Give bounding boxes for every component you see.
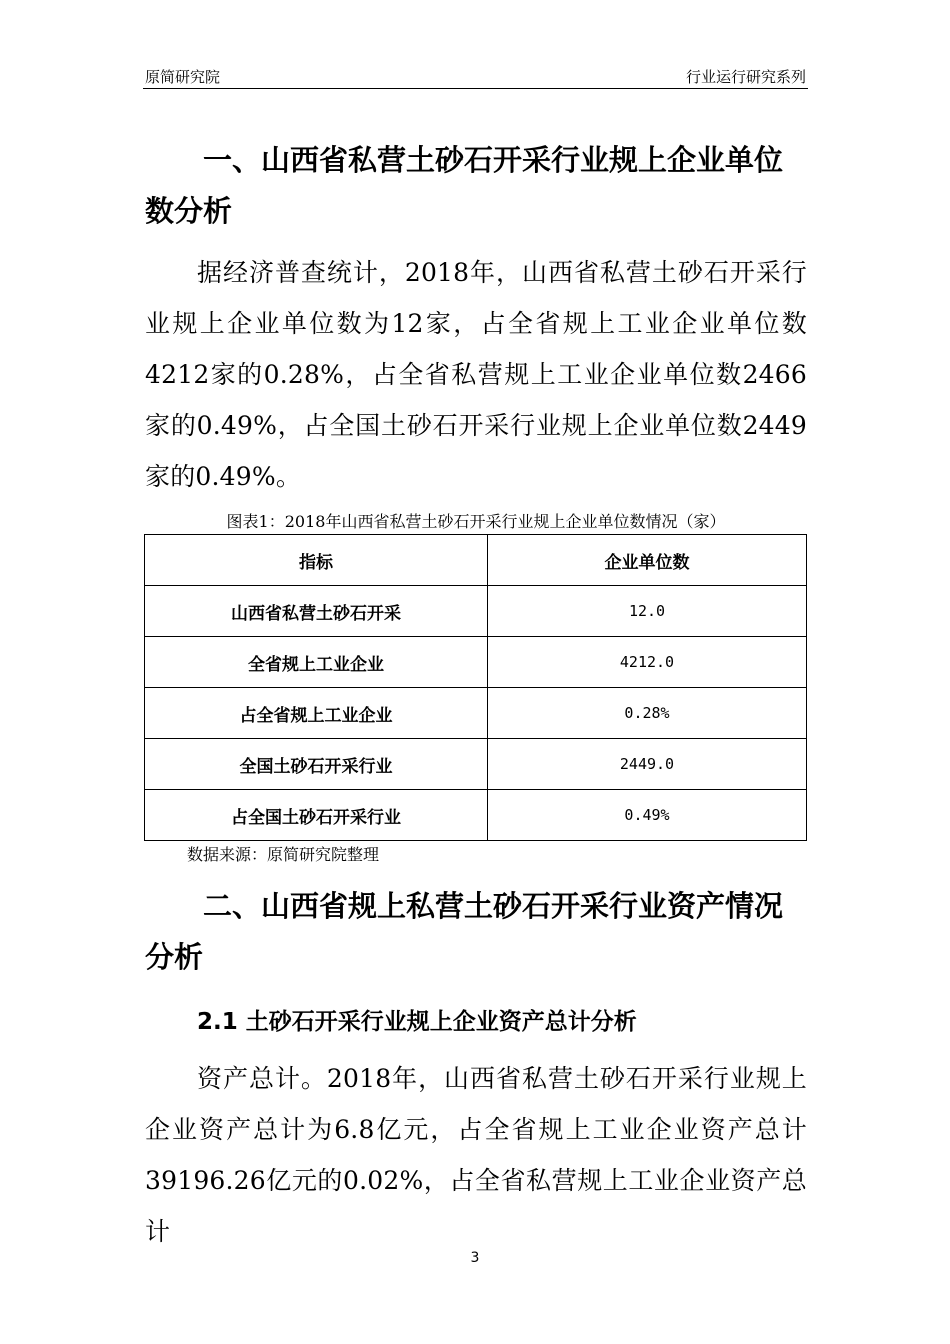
page-number: 3	[470, 1250, 480, 1266]
table-header-row	[145, 535, 807, 586]
page-content	[145, 135, 807, 1257]
row-value: 2449.0	[488, 739, 807, 790]
table-row	[145, 790, 807, 841]
section1-paragraph: 据经济普查统计，2018年，山西省私营土砂石开采行业规上企业单位数为12家，占全省规上工业企业单位数4212家的0.28%，占全省私营规上工业企业单位数2466家的0.49%，占全国土砂石开采行业规上企业单位数2449家的0.49%。	[145, 258, 807, 491]
data-table	[144, 534, 807, 841]
table-row	[145, 586, 807, 637]
table-row	[145, 739, 807, 790]
subsection-paragraph: 资产总计。2018年，山西省私营土砂石开采行业规上企业资产总计为6.8亿元，占全省规上工业企业资产总计39196.26亿元的0.02%，占全省私营规上工业企业资产总计	[145, 1064, 807, 1246]
header-org-name: 原简研究院	[145, 68, 221, 86]
table-row	[145, 637, 807, 688]
row-label: 山西省私营土砂石开采	[145, 586, 488, 637]
section1-title: 一、山西省私营土砂石开采行业规上企业单位数分析	[145, 143, 784, 228]
table-caption: 图表1：2018年山西省私营土砂石开采行业规上企业单位数情况（家）	[226, 512, 726, 531]
row-label: 占全省规上工业企业	[145, 688, 488, 739]
table-header-indicator: 指标	[145, 535, 488, 586]
row-value: 0.28%	[488, 688, 807, 739]
row-value: 4212.0	[488, 637, 807, 688]
row-label: 全省规上工业企业	[145, 637, 488, 688]
subsection-title: 2.1 土砂石开采行业规上企业资产总计分析	[197, 1009, 637, 1035]
table-row	[145, 688, 807, 739]
row-label: 占全国土砂石开采行业	[145, 790, 488, 841]
page-header	[143, 62, 808, 89]
row-value: 12.0	[488, 586, 807, 637]
table-source: 数据来源：原简研究院整理	[187, 845, 380, 864]
section2-title: 二、山西省规上私营土砂石开采行业资产情况分析	[145, 889, 784, 974]
row-value: 0.49%	[488, 790, 807, 841]
table-header-count: 企业单位数	[488, 535, 807, 586]
header-series-name: 行业运行研究系列	[685, 68, 806, 86]
row-label: 全国土砂石开采行业	[145, 739, 488, 790]
